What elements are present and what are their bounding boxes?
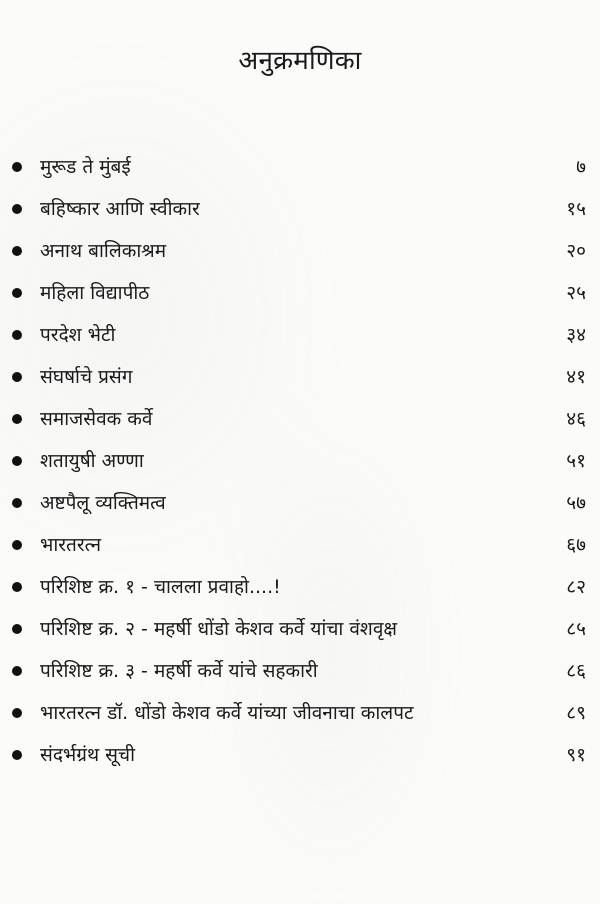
toc-entry-page: ८५ xyxy=(566,618,586,640)
toc-entry-title: मुरूड ते मुंबई xyxy=(40,156,131,178)
toc-entry xyxy=(0,150,600,192)
toc-entry xyxy=(0,192,600,234)
toc-entry-page: ८२ xyxy=(566,576,586,598)
toc-entry-page: ८६ xyxy=(566,660,586,682)
table-of-contents xyxy=(0,150,600,780)
bullet-icon xyxy=(12,414,22,424)
toc-entry xyxy=(0,738,600,780)
bullet-icon xyxy=(12,330,22,340)
toc-entry xyxy=(0,234,600,276)
toc-entry-page: २५ xyxy=(566,282,586,304)
toc-entry-title: भारतरत्न डॉ. धोंडो केशव कर्वे यांच्या जीवनाचा कालपट xyxy=(40,702,414,724)
toc-entry-title: भारतरत्न xyxy=(40,534,102,556)
toc-entry-page: ३४ xyxy=(566,324,586,346)
bullet-icon xyxy=(12,708,22,718)
toc-entry xyxy=(0,444,600,486)
bullet-icon xyxy=(12,540,22,550)
toc-entry-page: ४१ xyxy=(566,366,586,388)
bullet-icon xyxy=(12,456,22,466)
bullet-icon xyxy=(12,498,22,508)
toc-entry xyxy=(0,360,600,402)
toc-entry xyxy=(0,570,600,612)
toc-entry-page: ९१ xyxy=(566,744,586,766)
toc-entry-page: ६७ xyxy=(566,534,586,556)
bullet-icon xyxy=(12,288,22,298)
toc-entry-title: बहिष्कार आणि स्वीकार xyxy=(40,198,200,220)
toc-entry xyxy=(0,486,600,528)
page-title: अनुक्रमणिका xyxy=(238,46,362,76)
toc-entry-title: महिला विद्यापीठ xyxy=(40,282,150,304)
toc-entry-title: समाजसेवक कर्वे xyxy=(40,408,153,430)
toc-entry xyxy=(0,528,600,570)
toc-entry-title: परिशिष्ट क्र. ३ - महर्षी कर्वे यांचे सहकारी xyxy=(40,660,318,682)
bullet-icon xyxy=(12,372,22,382)
toc-entry-page: ५७ xyxy=(566,492,586,514)
bullet-icon xyxy=(12,624,22,634)
toc-entry-page: ८९ xyxy=(566,702,586,724)
bullet-icon xyxy=(12,666,22,676)
toc-entry xyxy=(0,318,600,360)
toc-entry xyxy=(0,654,600,696)
toc-entry xyxy=(0,612,600,654)
toc-entry-title: संघर्षाचे प्रसंग xyxy=(40,366,133,388)
toc-entry-title: परदेश भेटी xyxy=(40,324,116,346)
bullet-icon xyxy=(12,246,22,256)
bullet-icon xyxy=(12,204,22,214)
toc-entry xyxy=(0,276,600,318)
toc-entry xyxy=(0,696,600,738)
toc-entry-title: परिशिष्ट क्र. १ - चालला प्रवाहो....! xyxy=(40,576,281,598)
toc-entry-title: शतायुषी अण्णा xyxy=(40,450,144,472)
toc-entry-page: ५१ xyxy=(566,450,586,472)
bullet-icon xyxy=(12,162,22,172)
toc-entry-page: २० xyxy=(566,240,586,262)
toc-entry-page: ४६ xyxy=(566,408,586,430)
toc-entry xyxy=(0,402,600,444)
toc-entry-title: परिशिष्ट क्र. २ - महर्षी धोंडो केशव कर्वे यांचा वंशवृक्ष xyxy=(40,618,398,640)
toc-entry-title: अष्टपैलू व्यक्तिमत्व xyxy=(40,492,166,514)
bullet-icon xyxy=(12,582,22,592)
toc-entry-title: अनाथ बालिकाश्रम xyxy=(40,240,167,262)
bullet-icon xyxy=(12,750,22,760)
toc-entry-page: ७ xyxy=(576,156,586,178)
toc-entry-page: १५ xyxy=(566,198,586,220)
toc-entry-title: संदर्भग्रंथ सूची xyxy=(40,744,136,766)
